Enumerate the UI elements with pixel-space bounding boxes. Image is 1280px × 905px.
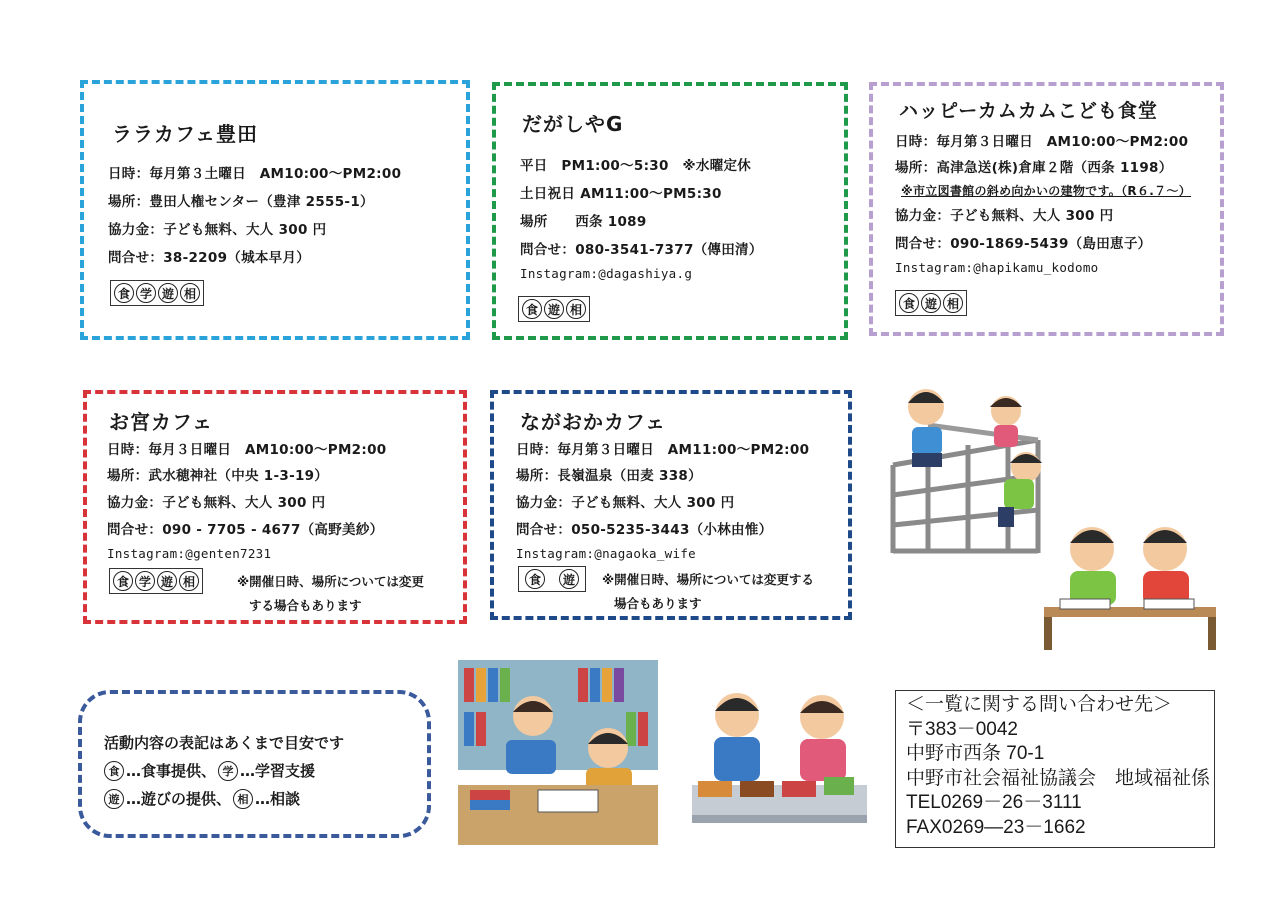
cafe-location: 場所：豊田人権センター（豊津 2555-1） [108,194,374,210]
cafe-fee: 協力金：子ども無料、大人 300 円 [895,208,1114,224]
cafe-location-note: ※市立図書館の斜め向かいの建物です。（R６.７～） [901,184,1192,198]
cafe-name: お宮カフェ [109,410,213,434]
activity-badges [518,296,590,322]
change-notice-line-1: ※開催日時、場所については変更する [602,572,814,587]
legend-line-2 [104,788,300,809]
activity-badges [895,290,967,316]
cafe-location: 場所 西条 1089 [520,214,647,230]
badge-consult: 相 [566,299,586,319]
cafe-weekday-hours: 平日 PM1:00～5:30 ※水曜定休 [520,158,752,174]
badge-food: 食 [899,293,919,313]
legend-title: 活動内容の表記はあくまで目安です [104,734,345,752]
cafe-location: 場所：武水穂神社（中央 1-3-19） [107,468,329,484]
legend-study-text: …学習支援 [240,762,316,780]
change-notice [602,568,814,616]
cafe-contact: 問合せ：080-3541-7377（傳田清） [520,242,763,258]
cafe-location: 場所：高津急送(株)倉庫２階（西条 1198） [895,160,1173,176]
cafe-name: ながおかカフェ [520,410,666,434]
cafe-fee: 協力金：子ども無料、大人 300 円 [108,222,327,238]
badge-food: 食 [113,571,133,591]
cafe-weekend-hours: 土日祝日 AM11:00～PM5:30 [520,186,722,202]
cafe-schedule: 日時：毎月３日曜日 AM10:00～PM2:00 [107,442,387,458]
cafe-name: ララカフェ豊田 [112,122,258,146]
contact-heading: ＜一覧に関する問い合わせ先＞ [906,694,1173,715]
change-notice-line-2: する場合もあります [249,598,362,613]
badge-play: 遊 [157,571,177,591]
contact-address: 中野市西条 70-1 [906,743,1045,764]
cafe-fee: 協力金：子ども無料、大人 300 円 [107,495,326,511]
badge-play: 遊 [544,299,564,319]
food-serving-illustration [692,685,867,835]
change-notice-line-2: 場合もあります [614,596,702,611]
cafe-instagram: Instagram:@hapikamu_kodomo [895,260,1099,275]
cafe-card-omiya [83,390,467,624]
badge-play: 遊 [104,789,124,809]
contact-organization: 中野市社会福祉協議会 地域福祉係 [906,767,1211,789]
cafe-schedule: 日時：毎月第３土曜日 AM10:00～PM2:00 [108,166,402,182]
cafe-contact: 問合せ：090-1869-5439（島田恵子） [895,236,1152,252]
cafe-name: だがしやG [522,112,624,136]
cafe-card-happy-comcom [869,82,1224,336]
badge-study: 学 [136,283,156,303]
badge-food: 食 [525,569,545,589]
activity-badges [109,568,203,594]
cafe-instagram: Instagram:@nagaoka_wife [516,546,696,561]
badge-play: 遊 [559,569,579,589]
contact-tel: TEL0269－26－3111 [906,792,1082,813]
cafe-instagram: Instagram:@dagashiya.g [520,266,693,281]
library-reading-illustration [458,660,658,845]
cafe-contact: 問合せ：38-2209（城本早月） [108,250,311,266]
legend-food-text: …食事提供、 [126,762,217,780]
activity-legend [78,690,431,838]
kids-studying-illustration [1040,515,1220,650]
badge-consult: 相 [233,789,253,809]
jungle-gym-kids-illustration [888,385,1048,555]
badge-consult: 相 [943,293,963,313]
badge-consult: 相 [180,283,200,303]
cafe-card-dagashiya [492,82,848,340]
cafe-name: ハッピーカムカムこども食堂 [899,100,1158,122]
badge-consult: 相 [179,571,199,591]
badge-food: 食 [522,299,542,319]
cafe-contact: 問合せ：050-5235-3443（小林由惟） [516,522,773,538]
change-notice [237,570,424,618]
badge-food: 食 [114,283,134,303]
legend-play-text: …遊びの提供、 [126,790,232,808]
contact-postal-code: 〒383－0042 [906,718,1018,740]
cafe-schedule: 日時：毎月第３日曜日 AM10:00～PM2:00 [895,134,1189,150]
cafe-instagram: Instagram:@genten7231 [107,546,272,561]
activity-badges [110,280,204,306]
activity-badges [518,566,586,592]
cafe-contact: 問合せ：090 - 7705 - 4677（高野美紗） [107,522,384,538]
cafe-card-nagaoka [490,390,852,620]
cafe-card-lala [80,80,470,340]
cafe-location: 場所：長嶺温泉（田麦 338） [516,468,702,484]
contact-fax: FAX0269―23－1662 [906,816,1086,838]
cafe-schedule: 日時：毎月第３日曜日 AM11:00～PM2:00 [516,442,810,458]
badge-study: 学 [135,571,155,591]
cafe-fee: 協力金：子ども無料、大人 300 円 [516,495,735,511]
badge-play: 遊 [158,283,178,303]
badge-study: 学 [218,761,238,781]
inquiry-contact-box [895,690,1215,848]
change-notice-line-1: ※開催日時、場所については変更 [237,574,424,589]
badge-play: 遊 [921,293,941,313]
legend-consult-text: …相談 [255,790,301,808]
legend-line-1 [104,760,315,781]
badge-food: 食 [104,761,124,781]
